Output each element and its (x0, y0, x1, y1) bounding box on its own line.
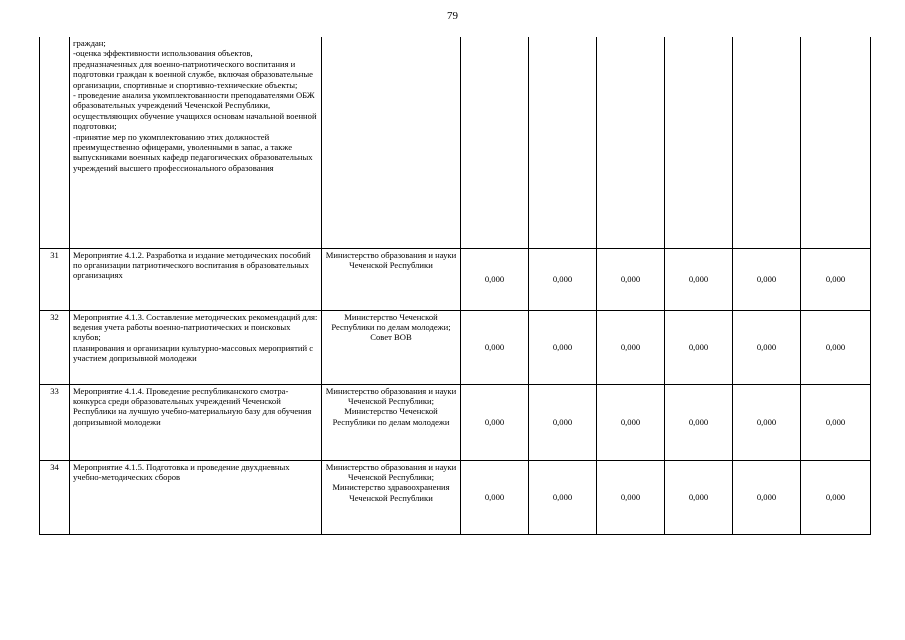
activity-executor: Министерство образования и науки Чеченской Республики (322, 248, 461, 310)
funding-value: 0,000 (733, 460, 801, 534)
funding-value (597, 37, 665, 248)
funding-value: 0,000 (461, 310, 529, 384)
funding-value: 0,000 (665, 248, 733, 310)
funding-value: 0,000 (801, 248, 871, 310)
activity-executor: Министерство Чеченской Республики по делам молодежи; Совет ВОВ (322, 310, 461, 384)
table-row (40, 460, 871, 534)
table-row (40, 37, 871, 248)
funding-value: 0,000 (801, 310, 871, 384)
funding-value (461, 37, 529, 248)
funding-value (733, 37, 801, 248)
funding-value (665, 37, 733, 248)
funding-value: 0,000 (461, 248, 529, 310)
funding-value: 0,000 (597, 248, 665, 310)
program-activities-table (39, 37, 871, 535)
row-number (40, 37, 70, 248)
funding-value: 0,000 (665, 460, 733, 534)
funding-value (801, 37, 871, 248)
funding-value: 0,000 (597, 384, 665, 460)
funding-value: 0,000 (529, 384, 597, 460)
table-row (40, 248, 871, 310)
page-number: 79 (447, 10, 458, 22)
funding-value: 0,000 (665, 310, 733, 384)
funding-value: 0,000 (801, 460, 871, 534)
table-row (40, 384, 871, 460)
activity-description: Мероприятие 4.1.5. Подготовка и проведение двухдневных учебно-методических сборов (70, 460, 322, 534)
activity-description: граждан; -оценка эффективности использования объектов, предназначенных для военно-патриотического воспитания и подготовки граждан к военной службе, включая образовательные организации, спортивные и спортивно-технические объекты; - проведение анализа укомплектованности преподавателями ОБЖ образовательных учреждений Чеченской Республики, осуществляющих обучение учащихся основам начальной военной подготовки; -принятие мер по укомплектованию этих должностей преимущественно офицерами, уволенными в запас, а также выпускниками военных кафедр педагогических образовательных учреждений высшего профессионального образования (70, 37, 322, 248)
activity-executor: Министерство образования и науки Чеченской Республики; Министерство Чеченской Республики по делам молодежи (322, 384, 461, 460)
funding-value: 0,000 (529, 310, 597, 384)
funding-value: 0,000 (733, 248, 801, 310)
funding-value: 0,000 (461, 460, 529, 534)
row-number: 34 (40, 460, 70, 534)
funding-value: 0,000 (597, 460, 665, 534)
activity-description: Мероприятие 4.1.2. Разработка и издание методических пособий по организации патриотического воспитания в образовательных организациях (70, 248, 322, 310)
activity-description: Мероприятие 4.1.4. Проведение республиканского смотра-конкурса среди образовательных учреждений Чеченской Республики на лучшую учебно-материальную базу для обучения допризывной молодежи (70, 384, 322, 460)
funding-value: 0,000 (529, 460, 597, 534)
row-number: 31 (40, 248, 70, 310)
funding-value: 0,000 (529, 248, 597, 310)
funding-value: 0,000 (461, 384, 529, 460)
funding-value: 0,000 (733, 384, 801, 460)
funding-value (529, 37, 597, 248)
funding-value: 0,000 (733, 310, 801, 384)
activity-executor (322, 37, 461, 248)
row-number: 33 (40, 384, 70, 460)
table-row (40, 310, 871, 384)
row-number: 32 (40, 310, 70, 384)
funding-value: 0,000 (665, 384, 733, 460)
funding-value: 0,000 (597, 310, 665, 384)
funding-value: 0,000 (801, 384, 871, 460)
activity-description: Мероприятие 4.1.3. Составление методических рекомендаций для: ведения учета работы военно-патриотических и поисковых клубов; планирования и организации культурно-массовых мероприятий с участием допризывной молодежи (70, 310, 322, 384)
activity-executor: Министерство образования и науки Чеченской Республики; Министерство здравоохранения Чеченской Республики (322, 460, 461, 534)
